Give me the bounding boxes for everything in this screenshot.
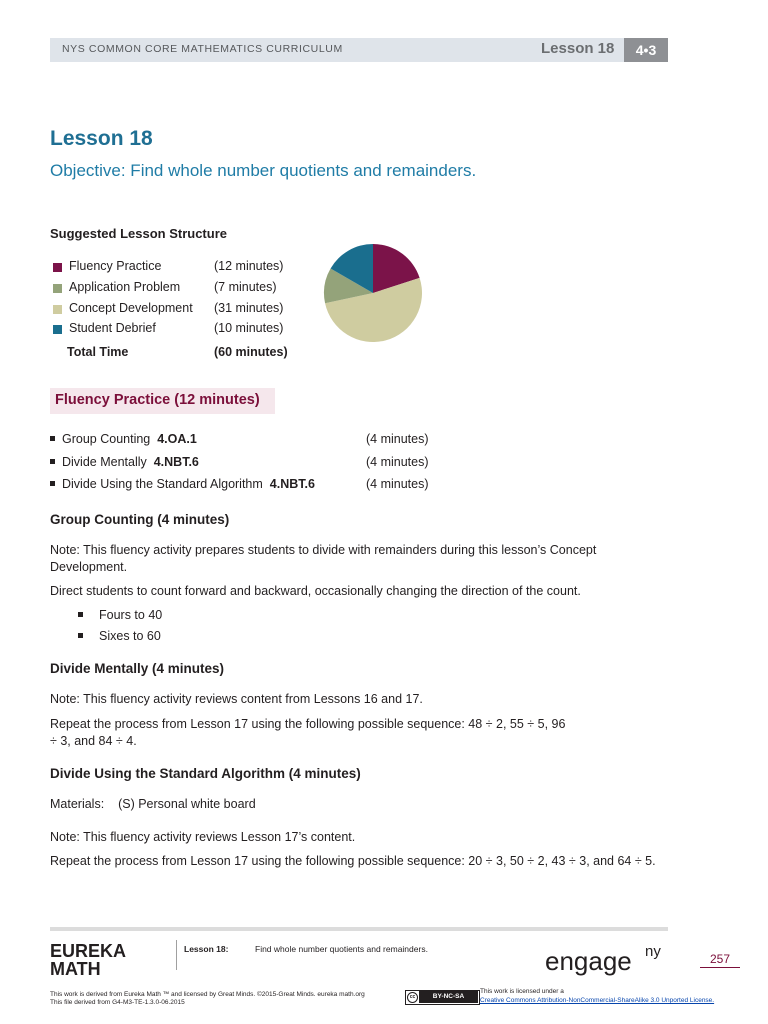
fluency-item-standard: 4.NBT.6 bbox=[269, 477, 315, 491]
bullet bbox=[50, 436, 55, 441]
swatch-fluency bbox=[53, 263, 62, 272]
count-bullet bbox=[78, 608, 162, 622]
swatch-debrief bbox=[53, 325, 62, 334]
fluency-item-standard: 4.OA.1 bbox=[157, 432, 197, 446]
structure-item-time: (7 minutes) bbox=[214, 280, 277, 294]
fluency-item-time: (4 minutes) bbox=[366, 455, 429, 469]
fluency-item-time: (4 minutes) bbox=[366, 477, 429, 491]
standard-algorithm-note: Note: This fluency activity reviews Lesson 17’s content. bbox=[50, 830, 356, 844]
footer-divider bbox=[176, 940, 177, 970]
license-link[interactable]: Creative Commons Attribution-NonCommercial-ShareAlike 3.0 Unported License. bbox=[480, 997, 715, 1004]
group-counting-direction: Direct students to count forward and backward, occasionally changing the direction of the count. bbox=[50, 584, 581, 598]
footer-lesson-label: Lesson 18: bbox=[184, 944, 229, 954]
count-bullet-text: Fours to 40 bbox=[99, 608, 163, 622]
eureka-logo-line2: MATH bbox=[50, 959, 101, 978]
engageny-logo bbox=[545, 940, 675, 978]
count-bullet bbox=[78, 629, 161, 643]
group-counting-note: Note: This fluency activity prepares students to divide with remainders during this lesson’s Concept Development. bbox=[50, 543, 597, 574]
lesson-structure-pie bbox=[322, 240, 426, 346]
eureka-logo-line1: EUREKA bbox=[50, 941, 127, 961]
page-number: 257 bbox=[709, 952, 731, 966]
divide-mentally-note: Note: This fluency activity reviews content from Lessons 16 and 17. bbox=[50, 692, 423, 706]
standard-algorithm-repeat: Repeat the process from Lesson 17 using the following possible sequence: 20 ÷ 3, 50 ÷ 2, 43 ÷ 3, and 64 ÷ 5. bbox=[50, 854, 656, 868]
fluency-item-name: Divide Mentally bbox=[62, 455, 147, 469]
structure-item-name: Student Debrief bbox=[69, 321, 156, 335]
fluency-item bbox=[50, 455, 199, 469]
license-text: This work is licensed under a bbox=[480, 988, 564, 995]
swatch-concept bbox=[53, 305, 62, 314]
footer-file-note: This file derived from G4-M3-TE-1.3.0-06.2015 bbox=[50, 999, 185, 1006]
group-counting-heading: Group Counting (4 minutes) bbox=[50, 512, 230, 527]
fluency-item bbox=[50, 432, 197, 446]
standard-algorithm-materials: Materials: (S) Personal white board bbox=[50, 797, 256, 811]
fluency-item-name: Divide Using the Standard Algorithm bbox=[62, 477, 263, 491]
fluency-item-standard: 4.NBT.6 bbox=[153, 455, 199, 469]
engage-logo-main: engage bbox=[545, 946, 632, 976]
divide-mentally-repeat: Repeat the process from Lesson 17 using the following possible sequence: 48 ÷ 2, 55 ÷ 5, 96 ÷ 3, and 84 ÷ 4. bbox=[50, 717, 566, 748]
divide-mentally-heading: Divide Mentally (4 minutes) bbox=[50, 661, 225, 676]
fluency-item-time: (4 minutes) bbox=[366, 432, 429, 446]
bullet bbox=[78, 633, 83, 638]
page-number-rule bbox=[700, 967, 740, 968]
structure-item-name: Concept Development bbox=[69, 301, 193, 315]
swatch-application bbox=[53, 284, 62, 293]
footer-rule bbox=[50, 927, 668, 931]
footer-lesson-title: Find whole number quotients and remainders. bbox=[255, 944, 428, 954]
total-time-value: (60 minutes) bbox=[214, 345, 288, 359]
structure-title: Suggested Lesson Structure bbox=[50, 226, 227, 241]
bullet bbox=[50, 481, 55, 486]
structure-item-time: (31 minutes) bbox=[214, 301, 284, 315]
header-lesson: Lesson 18 bbox=[541, 40, 615, 57]
bullet bbox=[78, 612, 83, 617]
count-bullet-text: Sixes to 60 bbox=[99, 629, 161, 643]
standard-algorithm-heading: Divide Using the Standard Algorithm (4 minutes) bbox=[50, 766, 361, 781]
lesson-title: Lesson 18 bbox=[50, 127, 153, 150]
structure-item-name: Application Problem bbox=[69, 280, 181, 294]
module-badge: 4•3 bbox=[624, 38, 668, 62]
total-time-label: Total Time bbox=[67, 345, 129, 359]
eureka-math-logo bbox=[50, 940, 160, 978]
structure-item-name: Fluency Practice bbox=[69, 259, 162, 273]
curriculum-title: NYS COMMON CORE MATHEMATICS CURRICULUM bbox=[62, 43, 343, 55]
structure-item-time: (10 minutes) bbox=[214, 321, 284, 335]
footer-credit: This work is derived from Eureka Math ™ and licensed by Great Minds. ©2015-Great Minds. eureka math.org bbox=[50, 991, 365, 998]
cc-icon: cc bbox=[407, 992, 418, 1003]
bullet bbox=[50, 459, 55, 464]
objective: Objective: Find whole number quotients and remainders. bbox=[50, 161, 477, 180]
engage-logo-sup: ny bbox=[645, 943, 661, 960]
cc-badge-text: BY-NC-SA bbox=[419, 991, 478, 1003]
fluency-heading: Fluency Practice (12 minutes) bbox=[55, 392, 260, 408]
structure-item-time: (12 minutes) bbox=[214, 259, 284, 273]
fluency-item-name: Group Counting bbox=[62, 432, 151, 446]
fluency-item bbox=[50, 477, 315, 491]
